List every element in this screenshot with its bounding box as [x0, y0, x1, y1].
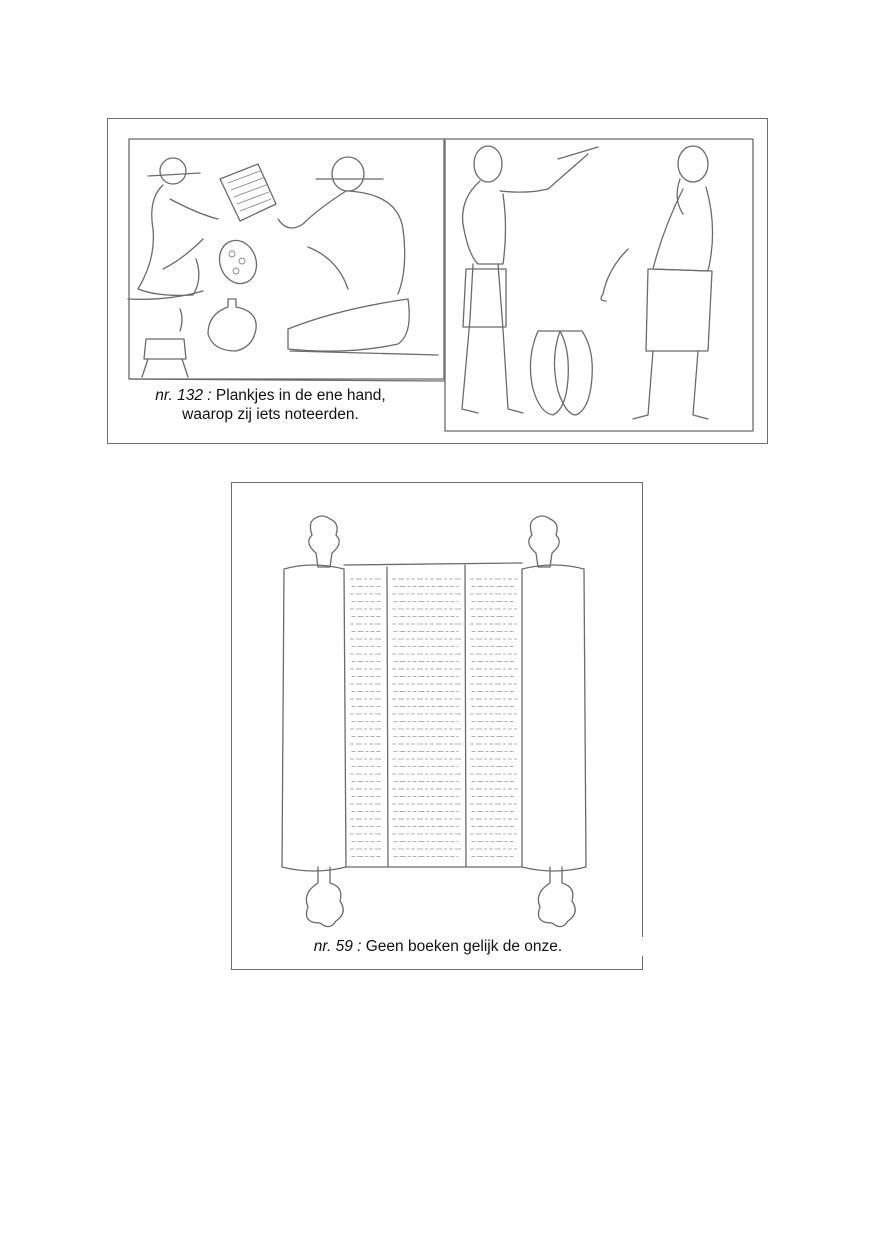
figure-scribes	[107, 118, 768, 444]
figure-caption-132	[153, 386, 388, 424]
caption-line-1: Plankjes in de ene hand,	[215, 387, 386, 404]
stand	[142, 339, 188, 377]
jars	[530, 331, 592, 415]
seated-scribe-small	[128, 158, 218, 299]
seated-scribe-large	[278, 157, 438, 355]
scroll-text-columns	[350, 579, 517, 857]
figure-scroll	[231, 482, 643, 970]
scroll-knob-top-right	[529, 516, 559, 567]
scroll-drawing	[232, 483, 644, 971]
ink-pot	[208, 299, 256, 351]
scroll-roller-right	[522, 565, 586, 871]
bearded-man	[601, 146, 712, 419]
scroll-knob-bottom-left	[306, 867, 343, 927]
figure-caption-59	[232, 937, 644, 956]
caption-line-2: waarop zij iets noteerden.	[182, 406, 359, 423]
caption-text: Geen boeken gelijk de onze.	[365, 938, 563, 955]
figure-number: nr. 59 :	[313, 938, 362, 955]
figure-number: nr. 132 :	[155, 387, 212, 404]
writing-tablet	[220, 164, 276, 221]
scroll-knob-bottom-right	[538, 867, 575, 927]
scroll-roller-left	[282, 565, 346, 871]
scroll-knob-top-left	[309, 516, 339, 567]
palette	[214, 235, 263, 289]
